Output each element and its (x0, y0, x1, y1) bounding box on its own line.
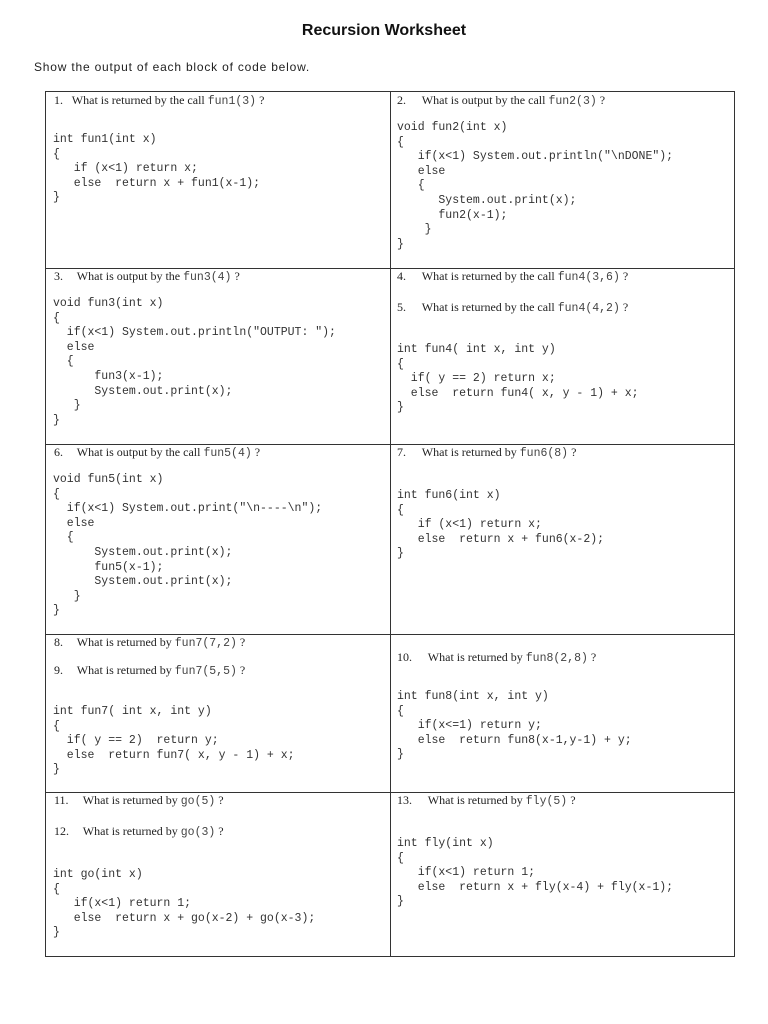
question-cell-13 (391, 792, 734, 956)
code-block-fun6: int fun6(int x) { if (x<1) return x; else return x + fun6(x-2); } (397, 489, 605, 561)
question-11: 11. What is returned by go(5) ? (54, 793, 224, 808)
code-block-go: int go(int x) { if(x<1) return 1; else return x + go(x-2) + go(x-3); } (53, 868, 316, 940)
code-block-fun7: int fun7( int x, int y) { if( y == 2) return y; else return fun7( x, y - 1) + x; } (53, 705, 295, 777)
question-6: 6. What is output by the call fun5(4) ? (54, 445, 261, 460)
code-block-fun2: void fun2(int x) { if(x<1) System.out.println("\nDONE"); else { System.out.print(x); fun2(x-1); } } (397, 121, 674, 251)
question-cell-2 (391, 92, 734, 268)
question-cell-7 (391, 444, 734, 634)
question-cell-1 (46, 92, 391, 268)
question-9: 9. What is returned by fun7(5,5) ? (54, 663, 246, 678)
code-block-fun5: void fun5(int x) { if(x<1) System.out.print("\n----\n"); else { System.out.print(x); fun5(x-1); System.out.print(x); } } (53, 473, 323, 618)
instructions: Show the output of each block of code below. (34, 60, 311, 74)
question-cell-10 (391, 634, 734, 792)
question-10: 10. What is returned by fun8(2,8) ? (397, 650, 597, 665)
question-cell-4-5 (391, 268, 734, 444)
question-3: 3. What is output by the fun3(4) ? (54, 269, 240, 284)
code-block-fly: int fly(int x) { if(x<1) return 1; else return x + fly(x-4) + fly(x-1); } (397, 837, 674, 909)
code-block-fun3: void fun3(int x) { if(x<1) System.out.println("OUTPUT: "); else { fun3(x-1); System.out.print(x); } } (53, 297, 336, 427)
worksheet-grid (45, 91, 735, 957)
code-block-fun1: int fun1(int x) { if (x<1) return x; else return x + fun1(x-1); } (53, 133, 261, 205)
question-12: 12. What is returned by go(3) ? (54, 824, 224, 839)
question-cell-11-12 (46, 792, 391, 956)
question-13: 13. What is returned by fly(5) ? (397, 793, 576, 808)
code-block-fun8: int fun8(int x, int y) { if(x<=1) return y; else return fun8(x-1,y-1) + y; } (397, 690, 632, 762)
question-7: 7. What is returned by fun6(8) ? (397, 445, 577, 460)
question-1: 1. What is returned by the call fun1(3) ? (54, 93, 265, 108)
question-2: 2. What is output by the call fun2(3) ? (397, 93, 606, 108)
question-cell-6 (46, 444, 391, 634)
page-title: Recursion Worksheet (301, 22, 467, 39)
question-cell-8-9 (46, 634, 391, 792)
question-5: 5. What is returned by the call fun4(4,2) ? (397, 300, 629, 315)
code-block-fun4: int fun4( int x, int y) { if( y == 2) return x; else return fun4( x, y - 1) + x; } (397, 343, 639, 415)
question-8: 8. What is returned by fun7(7,2) ? (54, 635, 246, 650)
question-cell-3 (46, 268, 391, 444)
question-4: 4. What is returned by the call fun4(3,6) ? (397, 269, 629, 284)
